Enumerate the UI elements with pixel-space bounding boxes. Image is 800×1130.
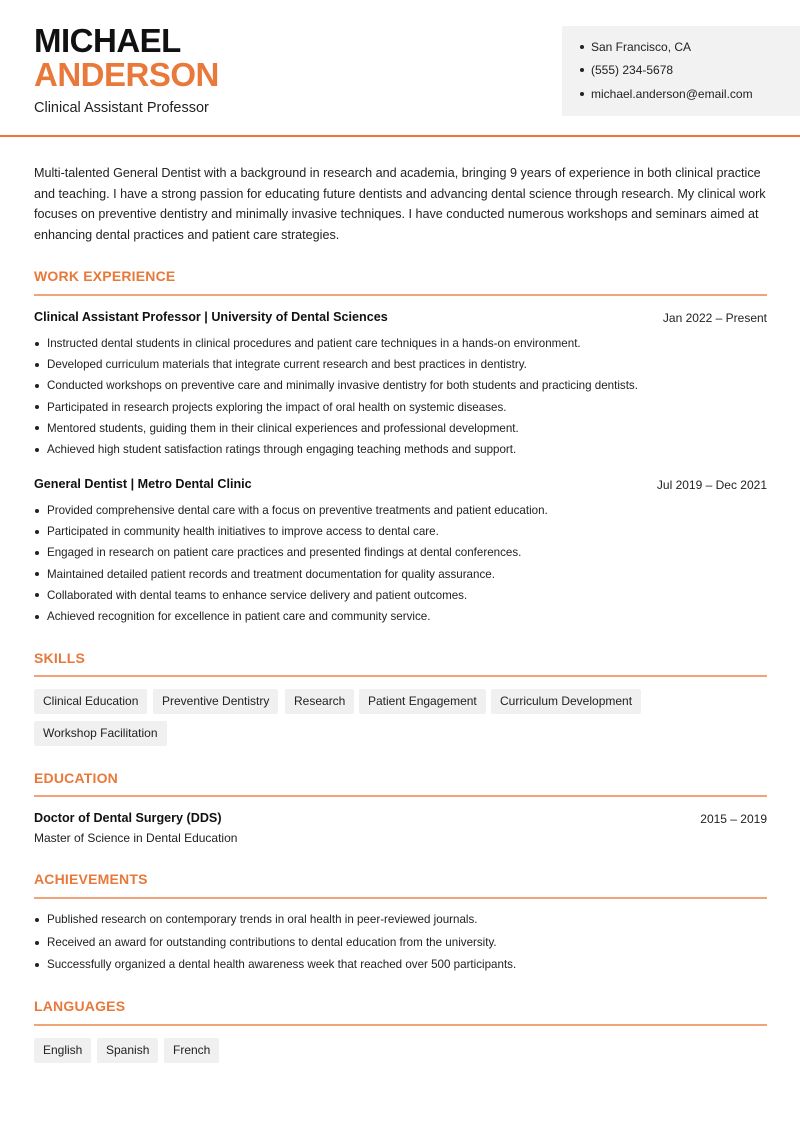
education-heading: EDUCATION: [34, 770, 118, 786]
list-item: Participated in research projects exploring the impact of oral health on systemic diseases.: [34, 397, 774, 418]
list-item: Successfully organized a dental health awareness week that reached over 500 participants.: [34, 954, 774, 977]
achievement-bullets: [34, 909, 774, 977]
skill-chip: Clinical Education: [34, 689, 147, 714]
job-dates: Jan 2022 – Present: [662, 311, 767, 325]
list-item: Engaged in research on patient care practices and presented findings at dental conferences.: [34, 542, 774, 563]
job-dates: Jul 2019 – Dec 2021: [656, 478, 767, 492]
language-chip: Spanish: [97, 1038, 158, 1063]
bullet-icon: [580, 68, 584, 72]
location-text: San Francisco, CA: [591, 40, 692, 54]
email-text[interactable]: michael.anderson@email.com: [591, 87, 753, 101]
section-divider: [34, 897, 767, 899]
contact-box: [562, 26, 800, 116]
list-item: Received an award for outstanding contributions to dental education from the university.: [34, 932, 774, 955]
skills-heading: SKILLS: [34, 650, 85, 666]
list-item: Mentored students, guiding them in their clinical experiences and professional development.: [34, 418, 774, 439]
skill-chip: Curriculum Development: [491, 689, 641, 714]
language-chip: French: [164, 1038, 219, 1063]
list-item: Participated in community health initiatives to improve access to dental care.: [34, 521, 774, 542]
resume-header: [0, 0, 800, 137]
education-degree: Doctor of Dental Surgery (DDS): [34, 811, 222, 825]
skill-chip: Preventive Dentistry: [153, 689, 278, 714]
achievements-heading: ACHIEVEMENTS: [34, 871, 148, 887]
list-item: Achieved high student satisfaction ratings through engaging teaching methods and support.: [34, 439, 774, 460]
phone-text: (555) 234-5678: [591, 63, 674, 77]
last-name: ANDERSON: [34, 56, 219, 93]
list-item: Conducted workshops on preventive care and minimally invasive dentistry for both students and practicing dentists.: [34, 375, 774, 396]
contact-email[interactable]: [580, 87, 753, 101]
education-detail: Master of Science in Dental Education: [34, 831, 238, 845]
section-divider: [34, 675, 767, 677]
first-name: MICHAEL: [34, 22, 181, 59]
job-bullets: [34, 333, 774, 460]
section-divider: [34, 795, 767, 797]
list-item: Published research on contemporary trends in oral health in peer-reviewed journals.: [34, 909, 774, 932]
job-role: Clinical Assistant Professor | University of Dental Sciences: [34, 310, 388, 324]
languages-heading: LANGUAGES: [34, 998, 126, 1014]
job-role: General Dentist | Metro Dental Clinic: [34, 477, 252, 491]
list-item: Provided comprehensive dental care with a focus on preventive treatments and patient education.: [34, 500, 774, 521]
bullet-icon: [580, 92, 584, 96]
job-title: Clinical Assistant Professor: [34, 100, 209, 116]
education-dates: 2015 – 2019: [700, 812, 767, 826]
contact-phone: [580, 63, 673, 77]
contact-location: [580, 40, 691, 54]
summary: Multi-talented General Dentist with a background in research and academia, bringing 9 years of experience in both clinical practice and teaching. I have a strong passion for educating future dentists and advancing dental science through research. My clinical work focuses on preventive dentistry and minimally invasive techniques. I have conducted numerous workshops and seminars aimed at enhancing dental practices and patient care strategies.: [34, 166, 766, 243]
list-item: Maintained detailed patient records and treatment documentation for quality assurance.: [34, 564, 774, 585]
section-divider: [34, 1024, 767, 1026]
list-item: Developed curriculum materials that integrate current research and best practices in dentistry.: [34, 354, 774, 375]
skill-chip: Workshop Facilitation: [34, 721, 167, 746]
job-bullets: [34, 500, 774, 627]
skill-chip: Research: [285, 689, 354, 714]
skill-chip: Patient Engagement: [359, 689, 486, 714]
list-item: Collaborated with dental teams to enhance service delivery and patient outcomes.: [34, 585, 774, 606]
work-experience-heading: WORK EXPERIENCE: [34, 268, 176, 284]
list-item: Achieved recognition for excellence in patient care and community service.: [34, 606, 774, 627]
bullet-icon: [580, 45, 584, 49]
list-item: Instructed dental students in clinical procedures and patient care techniques in a hands-on environment.: [34, 333, 774, 354]
language-chip: English: [34, 1038, 91, 1063]
section-divider: [34, 294, 767, 296]
